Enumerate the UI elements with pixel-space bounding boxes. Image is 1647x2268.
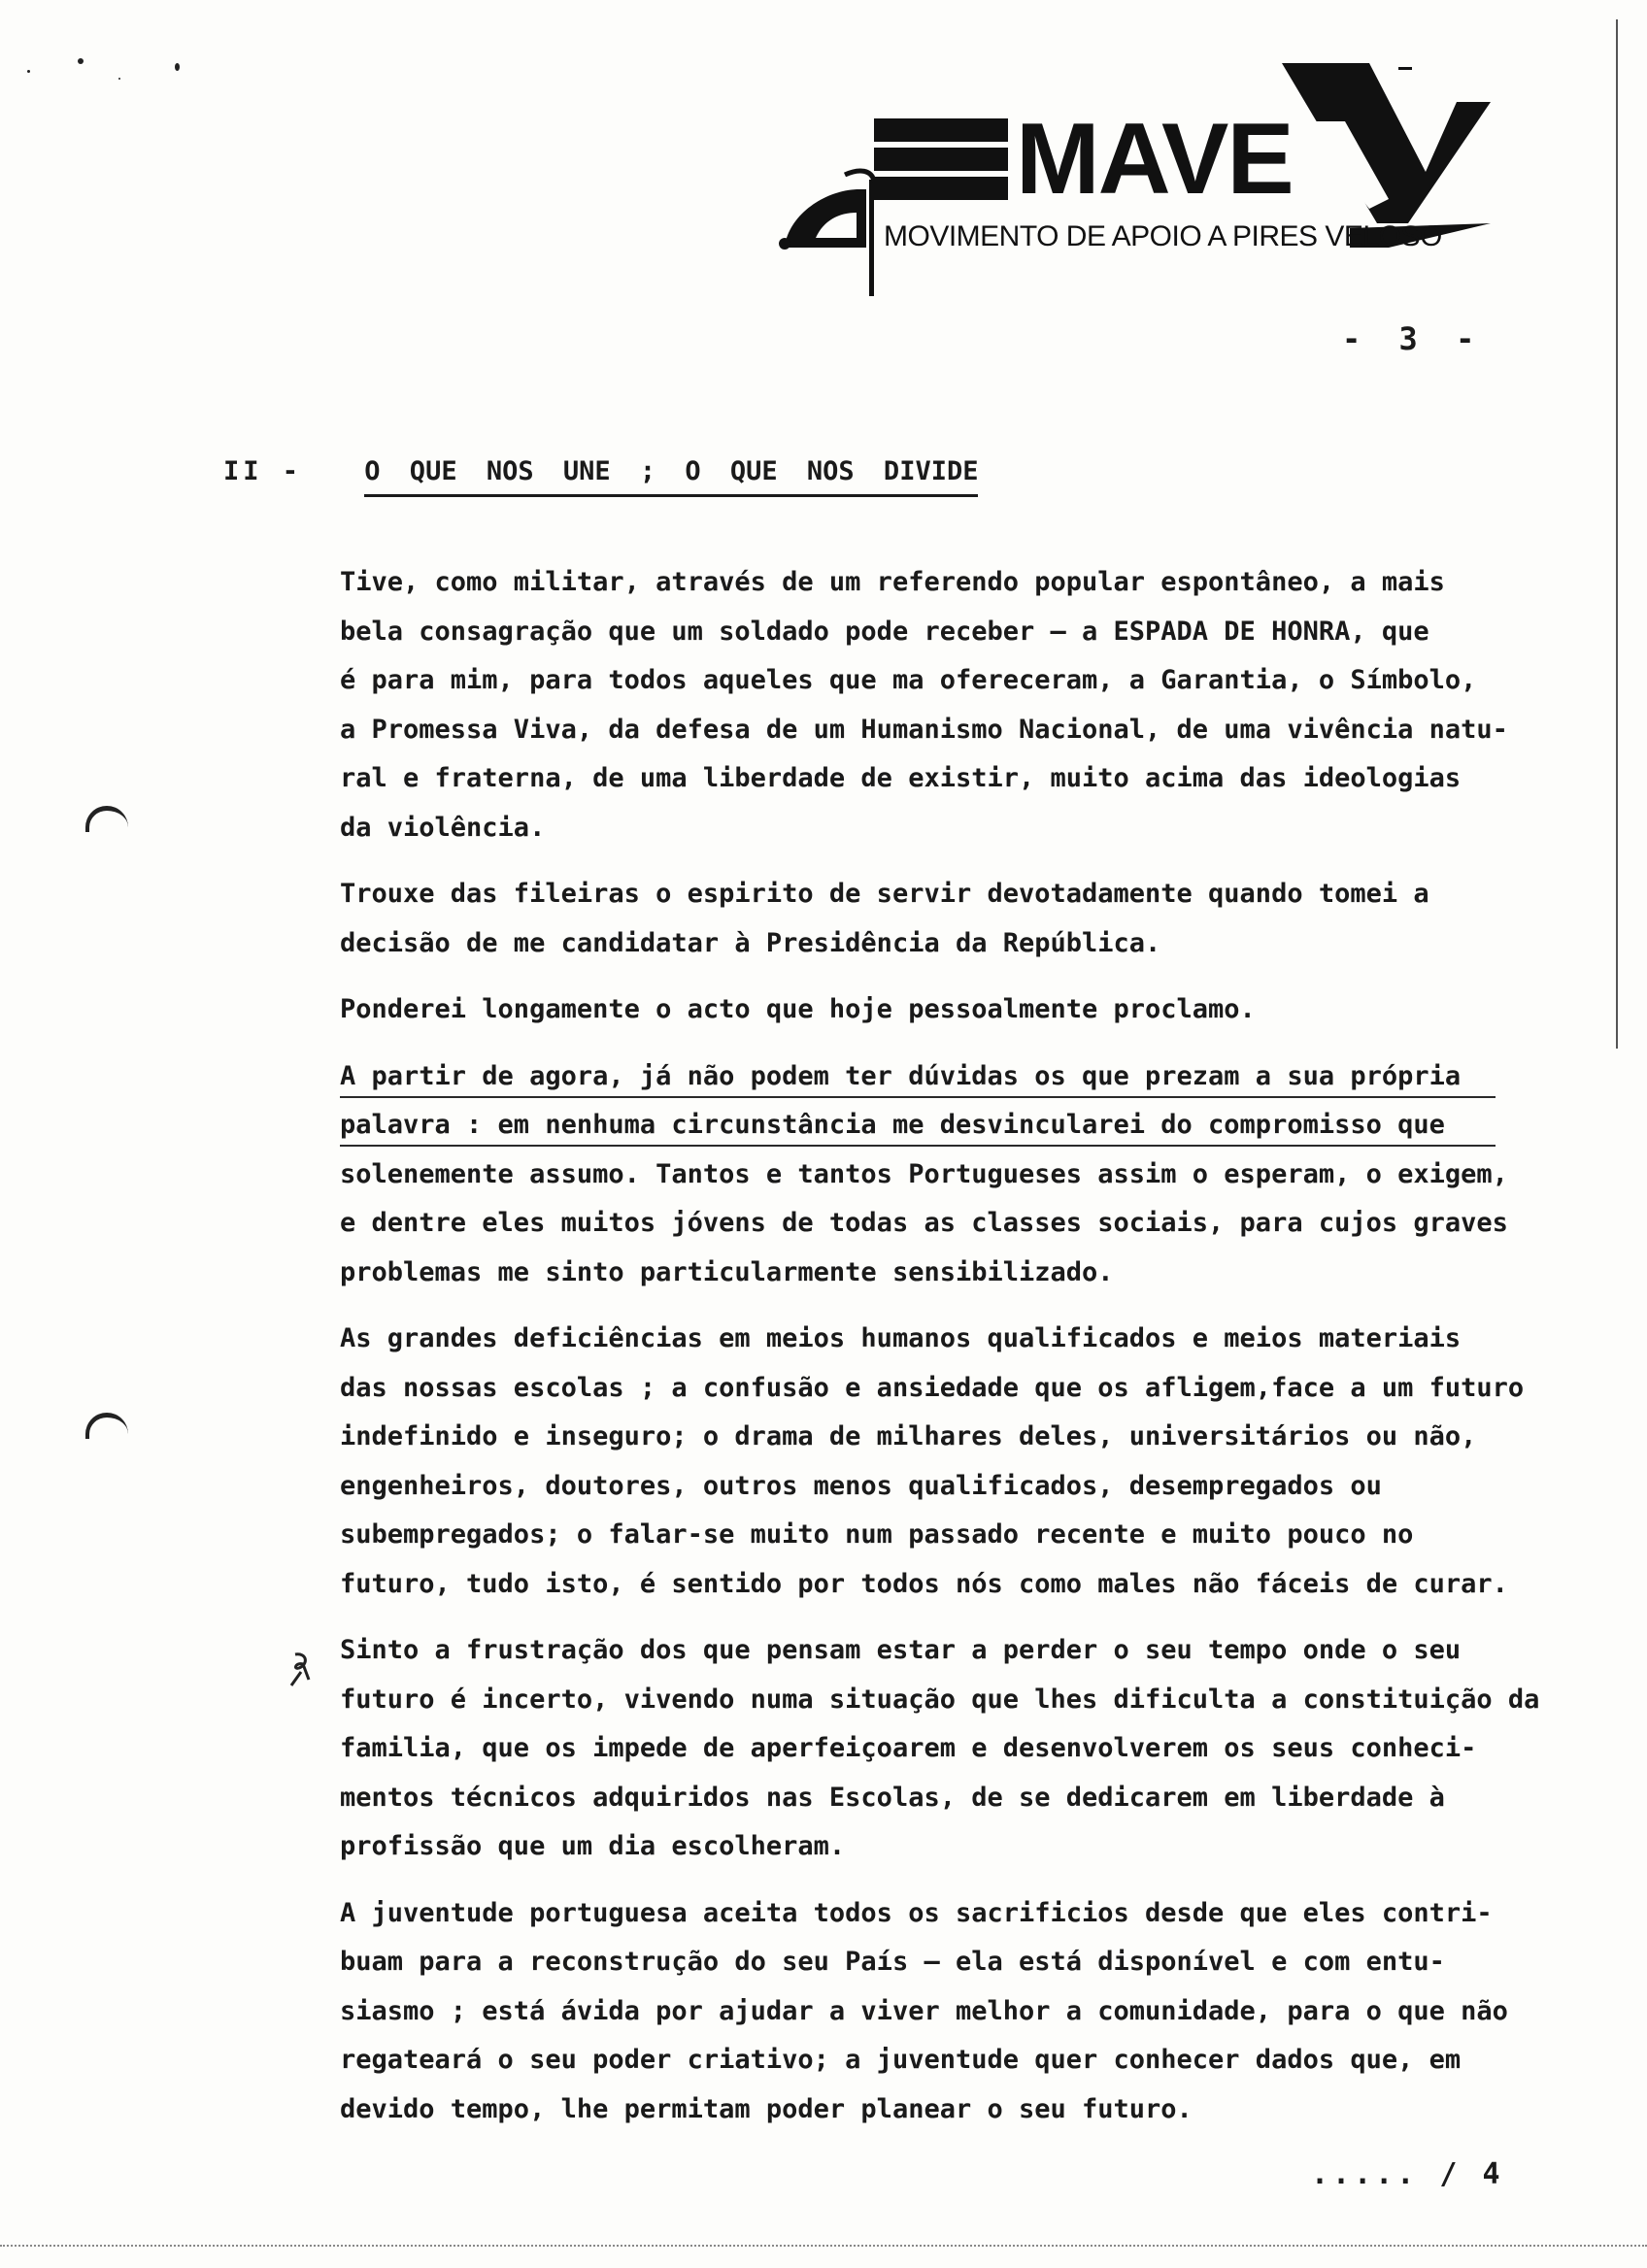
paragraph-underlined — [340, 1052, 1593, 1298]
paragraph — [340, 1889, 1593, 2135]
text-line: e dentre eles muitos jóvens de todas as classes sociais, para cujos graves — [340, 1208, 1508, 1238]
text-line: devido tempo, lhe permitam poder planear o seu futuro. — [340, 2093, 1193, 2124]
logo-bars — [874, 118, 1008, 200]
logo-tagline: MOVIMENTO DE APOIO A PIRES VELOSO — [884, 220, 1442, 252]
punch-hole-mark — [85, 1413, 128, 1439]
paragraph — [340, 1626, 1593, 1872]
text-line: ral e fraterna, de uma liberdade de existir, muito acima das ideologias — [340, 763, 1462, 793]
continuation-marker: ..... / 4 — [1311, 2157, 1504, 2191]
text-line: problemas me sinto particularmente sensibilizado. — [340, 1256, 1114, 1287]
text-line: Sinto a frustração dos que pensam estar a perder o seu tempo onde o seu — [340, 1635, 1462, 1665]
text-line: profissão que um dia escolheram. — [340, 1831, 846, 1861]
section-number: II - — [223, 456, 303, 486]
mave-logo — [777, 53, 1496, 306]
page-number: - 3 - — [1342, 320, 1485, 357]
margin-mark-icon — [287, 1651, 317, 1689]
paragraph — [340, 1315, 1593, 1609]
text-line: futuro é incerto, vivendo numa situação que lhes dificulta a constituição da — [340, 1684, 1540, 1715]
text-line: a Promessa Viva, da defesa de um Humanismo Nacional, de uma vivência natu- — [340, 714, 1508, 745]
text-line: As grandes deficiências em meios humanos qualificados e meios materiais — [340, 1323, 1462, 1353]
text-line: siasmo ; está ávida por ajudar a viver melhor a comunidade, para o que não — [340, 1995, 1508, 2026]
text-line: bela consagração que um soldado pode receber — a ESPADA DE HONRA, que — [340, 616, 1429, 647]
text-line: mentos técnicos adquiridos nas Escolas, de se dedicarem em liberdade à — [340, 1782, 1445, 1813]
text-line: da violência. — [340, 812, 546, 843]
section-heading — [223, 456, 978, 497]
text-line: familia, que os impede de aperfeiçoarem e desenvolverem os seus conheci- — [340, 1733, 1477, 1763]
text-line: indefinido e inseguro; o drama de milhares deles, universitários ou não, — [340, 1421, 1477, 1451]
text-line: Ponderei longamente o acto que hoje pessoalmente proclamo. — [340, 994, 1256, 1024]
punch-hole-mark — [85, 806, 128, 832]
scan-edge-right — [1616, 19, 1618, 1049]
logo-wordmark-text: MAVE — [1016, 103, 1293, 216]
text-line: decisão de me candidatar à Presidência da República. — [340, 927, 1161, 958]
scan-edge-bottom — [0, 2245, 1647, 2247]
text-line: subempregados; o falar-se muito num passado recente e muito pouco no — [340, 1519, 1414, 1550]
text-line: Trouxe das fileiras o espirito de servir devotadamente quando tomei a — [340, 879, 1429, 909]
text-line: engenheiros, doutores, outros menos qualificados, desempregados ou — [340, 1470, 1382, 1501]
text-line: buam para a reconstrução do seu País — ela está disponível e com entu- — [340, 1947, 1445, 1977]
logo-wordmark — [874, 103, 1330, 216]
text-line: solenemente assumo. Tantos e tantos Portugueses assim o esperam, o exigem, — [340, 1158, 1508, 1189]
text-line: das nossas escolas ; a confusão e ansiedade que os afligem,face a um futuro — [340, 1372, 1525, 1403]
paragraph — [340, 870, 1593, 968]
text-line: é para mim, para todos aqueles que ma ofereceram, a Garantia, o Símbolo, — [340, 665, 1477, 695]
text-line-underlined: A partir de agora, já não podem ter dúvidas os que prezam a sua própria — [340, 1052, 1496, 1102]
section-title: O QUE NOS UNE ; O QUE NOS DIVIDE — [364, 456, 978, 497]
text-line: A juventude portuguesa aceita todos os sacrificios desde que eles contri- — [340, 1897, 1493, 1928]
text-line: Tive, como militar, através de um referendo popular espontâneo, a mais — [340, 567, 1445, 597]
text-line-underlined: palavra : em nenhuma circunstância me desvincularei do compromisso que — [340, 1101, 1496, 1151]
body-text — [340, 558, 1593, 2151]
text-line: regateará o seu poder criativo; a juventude quer conhecer dados que, em — [340, 2045, 1462, 2075]
paragraph — [340, 985, 1593, 1035]
paragraph — [340, 558, 1593, 852]
text-line: futuro, tudo isto, é sentido por todos nós como males não fáceis de curar. — [340, 1568, 1508, 1599]
